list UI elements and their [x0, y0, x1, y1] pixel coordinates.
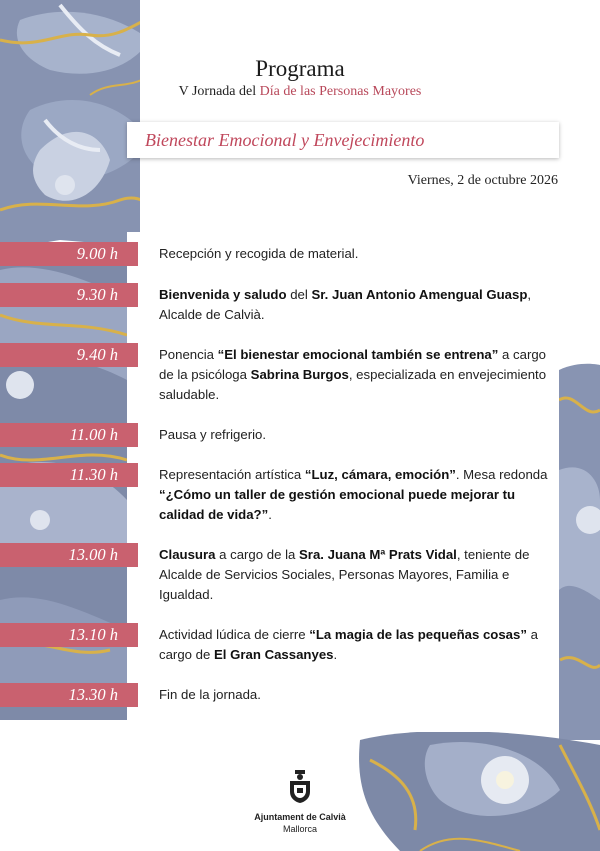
description-text: .	[333, 647, 338, 662]
description-bold-text: El Gran Cassanyes	[214, 647, 334, 662]
schedule-description	[159, 625, 559, 665]
org-region: Mallorca	[282, 824, 317, 834]
description-bold-text: “El bienestar emocional también se entrena”	[217, 347, 499, 362]
event-date: Viernes, 2 de octubre 2026	[407, 173, 558, 188]
page-title: Programa	[255, 56, 345, 81]
time-tag: 13.30 h	[0, 683, 138, 707]
event-subtitle	[0, 84, 600, 100]
description-bold-text: Clausura	[159, 547, 216, 562]
description-text: Fin de la jornada.	[159, 687, 261, 702]
subtitle-highlight: Día de las Personas Mayores	[259, 84, 422, 99]
description-text: .	[268, 507, 272, 522]
logo	[0, 768, 600, 809]
schedule-description	[159, 285, 559, 325]
description-text: a cargo de la	[215, 547, 300, 562]
schedule-description	[159, 425, 559, 445]
description-bold-text: “Luz, cámara, emoción”	[304, 467, 456, 482]
right-side-flowers	[559, 364, 600, 740]
description-bold-text: “La magia de las pequeñas cosas”	[309, 627, 527, 642]
subtitle-prefix: V Jornada del	[178, 84, 260, 99]
time-tag: 9.00 h	[0, 242, 138, 266]
description-text: a cargo de la psicóloga	[159, 347, 547, 382]
description-bold-text: “¿Cómo un taller de gestión emocional puede mejorar tu calidad de vida?”	[159, 487, 516, 522]
theme-title: Bienestar Emocional y Envejecimiento	[145, 130, 425, 150]
description-bold-text: Bienvenida y saludo	[159, 287, 287, 302]
coat-of-arms-icon	[287, 768, 313, 804]
time-tag: 9.30 h	[0, 283, 138, 307]
time-tag: 13.00 h	[0, 543, 138, 567]
description-bold-text: Sra. Juana Mª Prats Vidal	[299, 547, 457, 562]
description-text: a cargo de	[159, 627, 538, 662]
schedule-description	[159, 244, 559, 264]
schedule-description	[159, 685, 559, 705]
time-tag: 9.40 h	[0, 343, 138, 367]
description-text: , especializada en envejecimiento saludable.	[159, 367, 547, 402]
description-text: , Alcalde de Calvià.	[159, 287, 532, 322]
description-bold-text: Sabrina Burgos	[250, 367, 349, 382]
time-tag: 11.30 h	[0, 463, 138, 487]
description-text: del	[286, 287, 312, 302]
description-text: Recepción y recogida de material.	[159, 246, 359, 261]
time-tag: 13.10 h	[0, 623, 138, 647]
description-text: Ponencia	[159, 347, 218, 362]
schedule-description	[159, 465, 559, 525]
schedule-description	[159, 345, 559, 405]
description-text: Pausa y refrigerio.	[159, 427, 267, 442]
description-text: Actividad lúdica de cierre	[159, 627, 310, 642]
description-text: , teniente de Alcalde de Servicios Sociales, Personas Mayores, Familia e Igualdad.	[159, 547, 530, 602]
description-text: Representación artística	[159, 467, 305, 482]
time-tag: 11.00 h	[0, 423, 138, 447]
description-text: . Mesa redonda	[455, 467, 548, 482]
header-panel	[140, 0, 600, 232]
schedule-description	[159, 545, 559, 605]
description-bold-text: Sr. Juan Antonio Amengual Guasp	[311, 287, 528, 302]
org-name: Ajuntament de Calvià	[254, 812, 346, 822]
